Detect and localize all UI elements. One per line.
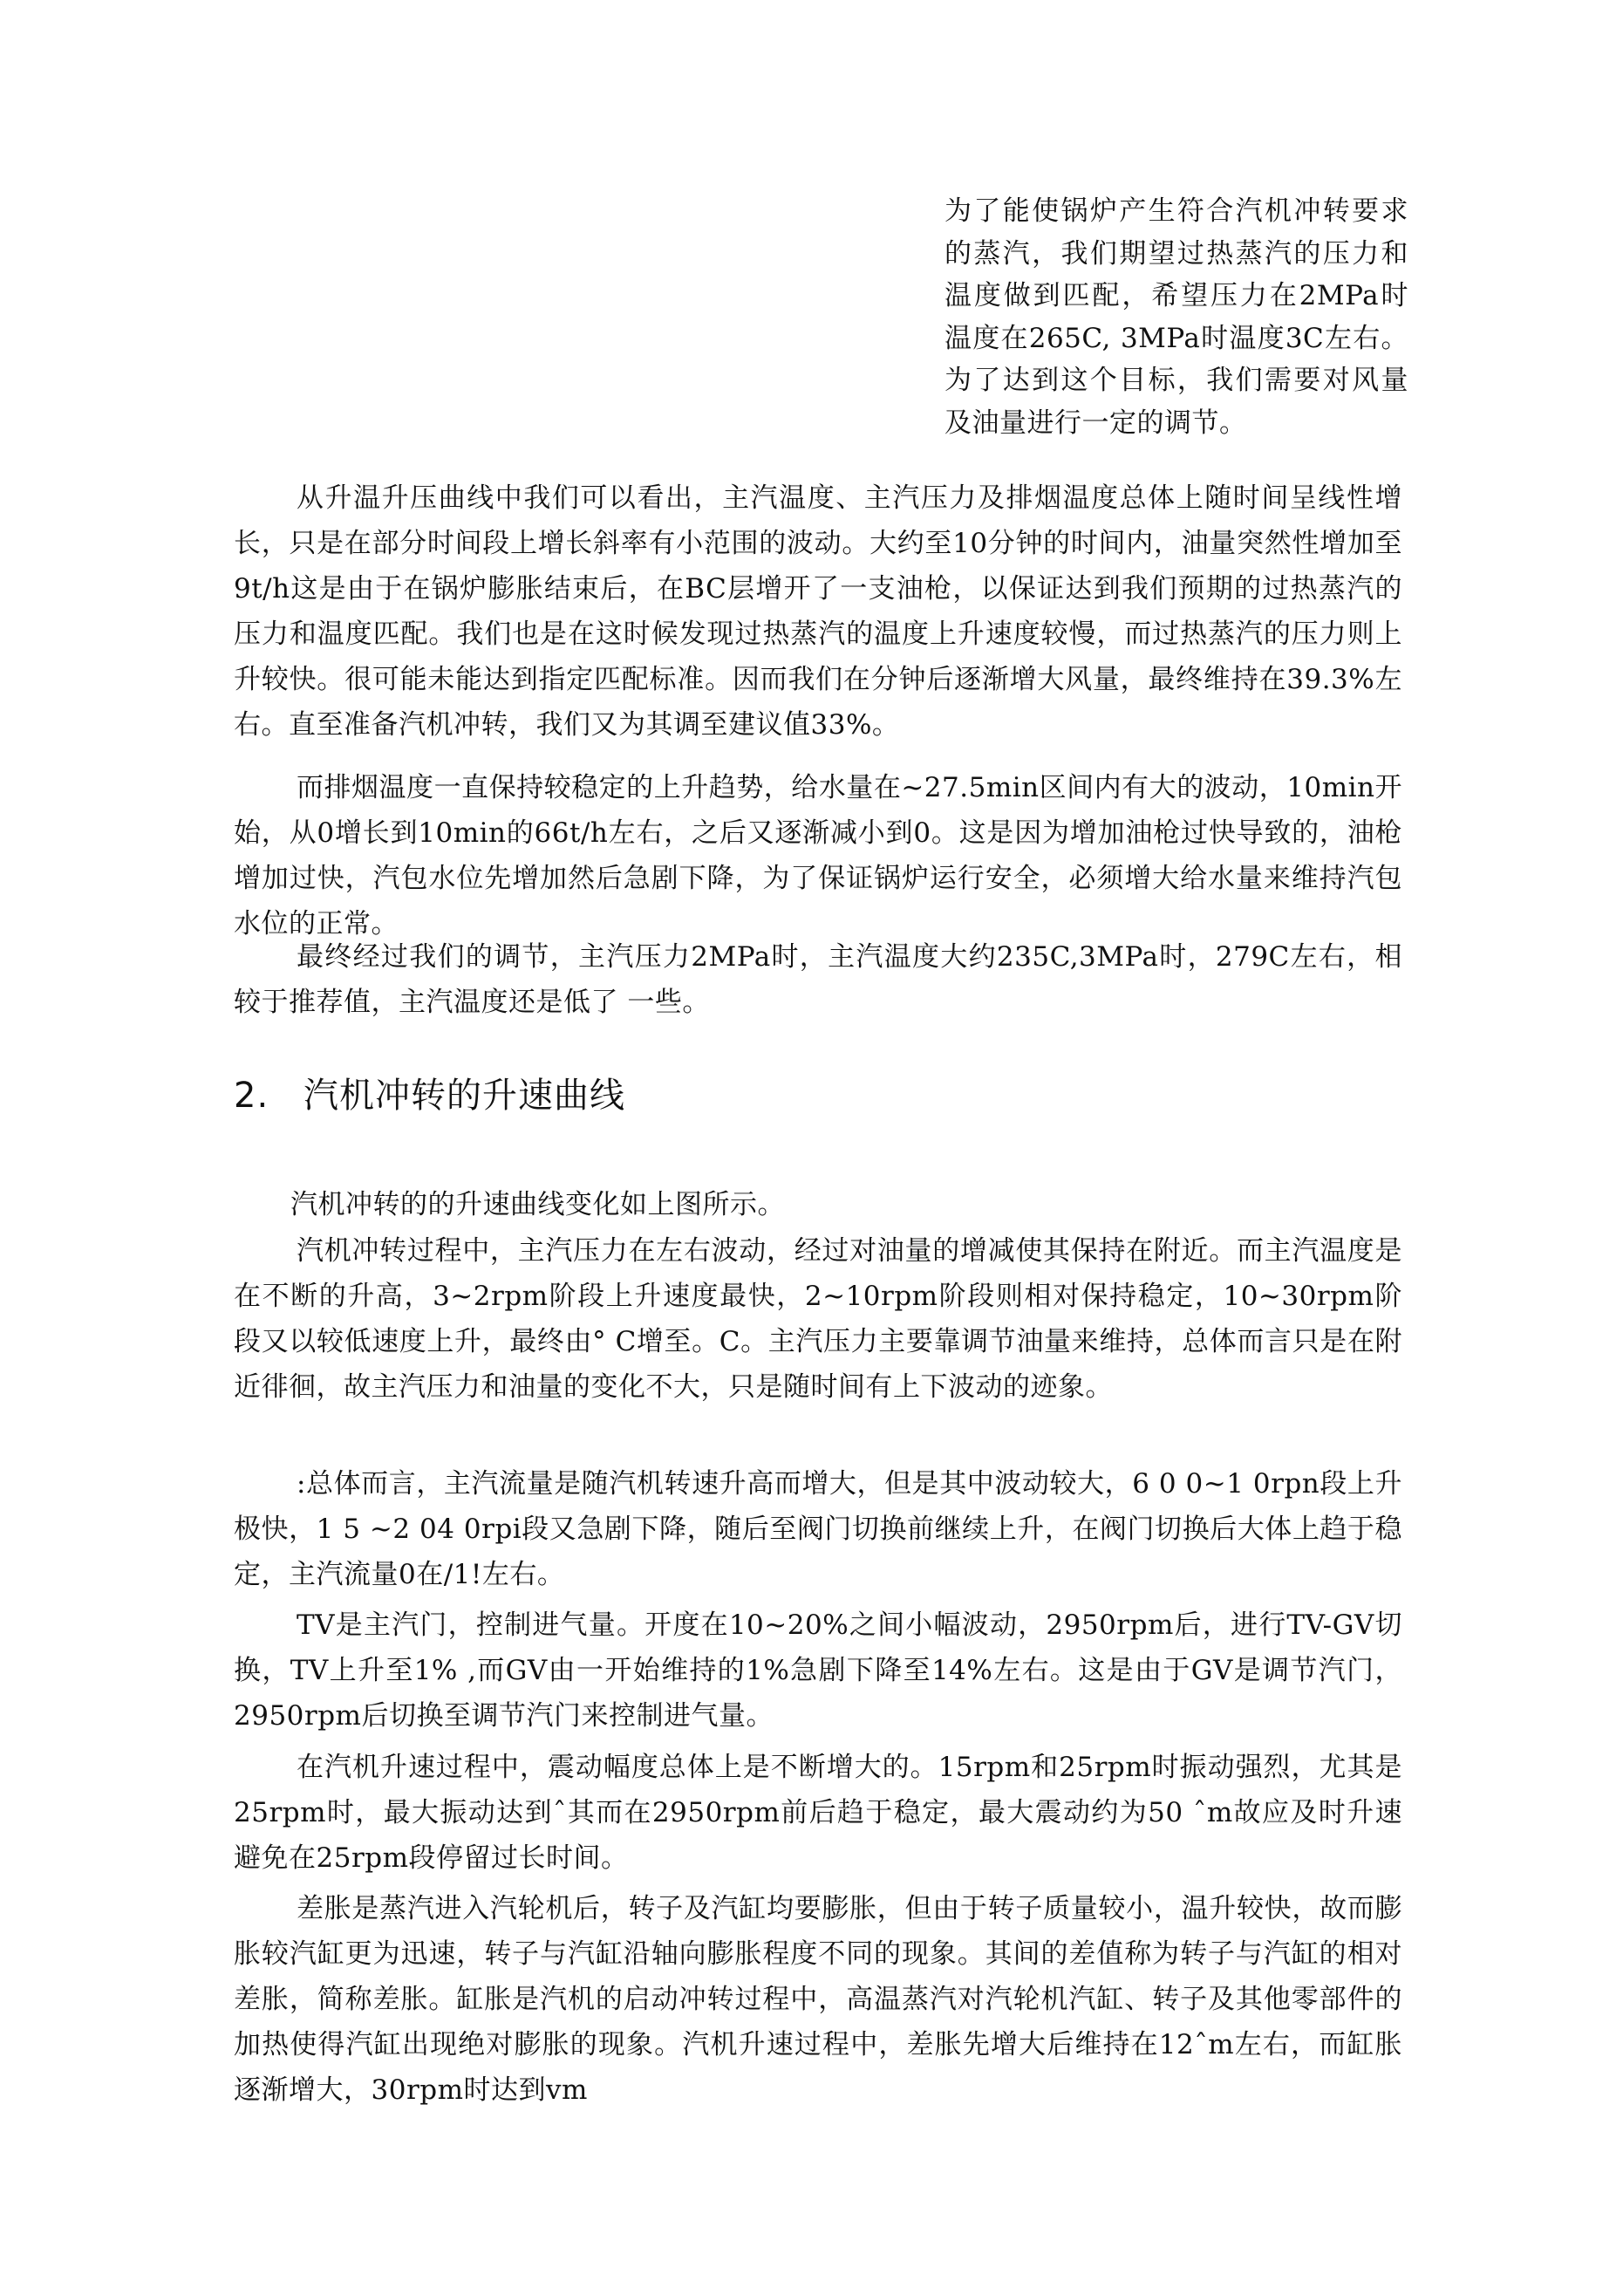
section-heading — [234, 1071, 625, 1120]
paragraph-final-adjustment: 最终经过我们的调节，主汽压力2MPa时，主汽温度大约235C,3MPa时，279C左右，相较于推荐值，主汽温度还是低了 一些。 — [234, 941, 1402, 1018]
intro-column-paragraph: 为了能使锅炉产生符合汽机冲转要求的蒸汽，我们期望过热蒸汽的压力和温度做到匹配，希望压力在2MPa时温度在265C, 3MPa时温度3C左右。为了达到这个目标，我们需要对风量及油量进行一定的调节。 — [944, 195, 1408, 439]
section-title: 汽机冲转的升速曲线 — [303, 1076, 625, 1116]
paragraph-heating-curve: 从升温升压曲线中我们可以看出，主汽温度、主汽压力及排烟温度总体上随时间呈线性增长，只是在部分时间段上增长斜率有小范围的波动。大约至10分钟的时间内，油量突然性增加至9t/h这是由于在锅炉膨胀结束后，在BC层增开了一支油枪，以保证达到我们预期的过热蒸汽的压力和温度匹配。我们也是在这时候发现过热蒸汽的温度上升速度较慢，而过热蒸汽的压力则上升较快。很可能未能达到指定匹配标准。因而我们在分钟后逐渐增大风量，最终维持在39.3%左右。直至准备汽机冲转，我们又为其调至建议值33%。 — [234, 482, 1402, 741]
section-number: 2. — [234, 1076, 269, 1116]
paragraph-main-steam-flow: :总体而言，主汽流量是随汽机转速升高而增大，但是其中波动较大，6 0 0~1 0rpn段上升极快，1 5 ~2 04 0rpi段又急剧下降，随后至阀门切换前继续上升，在阀门切换后大体上趋于稳定，主汽流量0在/1!左右。 — [234, 1468, 1402, 1590]
paragraph-main-steam-pressure: 汽机冲转过程中，主汽压力在左右波动，经过对油量的增减使其保持在附近。而主汽温度是在不断的升高，3~2rpm阶段上升速度最快，2~10rpm阶段则相对保持稳定，10~30rpm阶段又以较低速度上升，最终由° C增至。C。主汽压力主要靠调节油量来维持，总体而言只是在附近徘徊，故主汽压力和油量的变化不大，只是随时间有上下波动的迹象。 — [234, 1235, 1402, 1403]
paragraph-figure-caption-note: 汽机冲转的的升速曲线变化如上图所示。 — [290, 1189, 785, 1220]
paragraph-tv-gv-valves: TV是主汽门，控制进气量。开度在10~20%之间小幅波动，2950rpm后，进行TV-GV切换，TV上升至1% ,而GV由一开始维持的1%急剧下降至14%左右。这是由于GV是调节汽门，2950rpm后切换至调节汽门来控制进气量。 — [234, 1609, 1402, 1732]
paragraph-differential-expansion: 差胀是蒸汽进入汽轮机后，转子及汽缸均要膨胀，但由于转子质量较小，温升较快，故而膨胀较汽缸更为迅速，转子与汽缸沿轴向膨胀程度不同的现象。其间的差值称为转子与汽缸的相对差胀，简称差胀。缸胀是汽机的启动冲转过程中，高温蒸汽对汽轮机汽缸、转子及其他零部件的加热使得汽缸出现绝对膨胀的现象。汽机升速过程中，差胀先增大后维持在12ˆm左右，而缸胀逐渐增大，30rpm时达到vm — [234, 1893, 1402, 2106]
paragraph-exhaust-temperature: 而排烟温度一直保持较稳定的上升趋势，给水量在~27.5min区间内有大的波动，10min开始，从0增长到10min的66t/h左右，之后又逐渐减小到0。这是因为增加油枪过快导致的，油枪增加过快，汽包水位先增加然后急剧下降，为了保证锅炉运行安全，必须增大给水量来维持汽包水位的正常。 — [234, 772, 1402, 940]
paragraph-vibration: 在汽机升速过程中，震动幅度总体上是不断增大的。15rpm和25rpm时振动强烈，尤其是25rpm时，最大振动达到ˆ其而在2950rpm前后趋于稳定，最大震动约为50 ˆm故应及时升速避免在25rpm段停留过长时间。 — [234, 1752, 1402, 1874]
